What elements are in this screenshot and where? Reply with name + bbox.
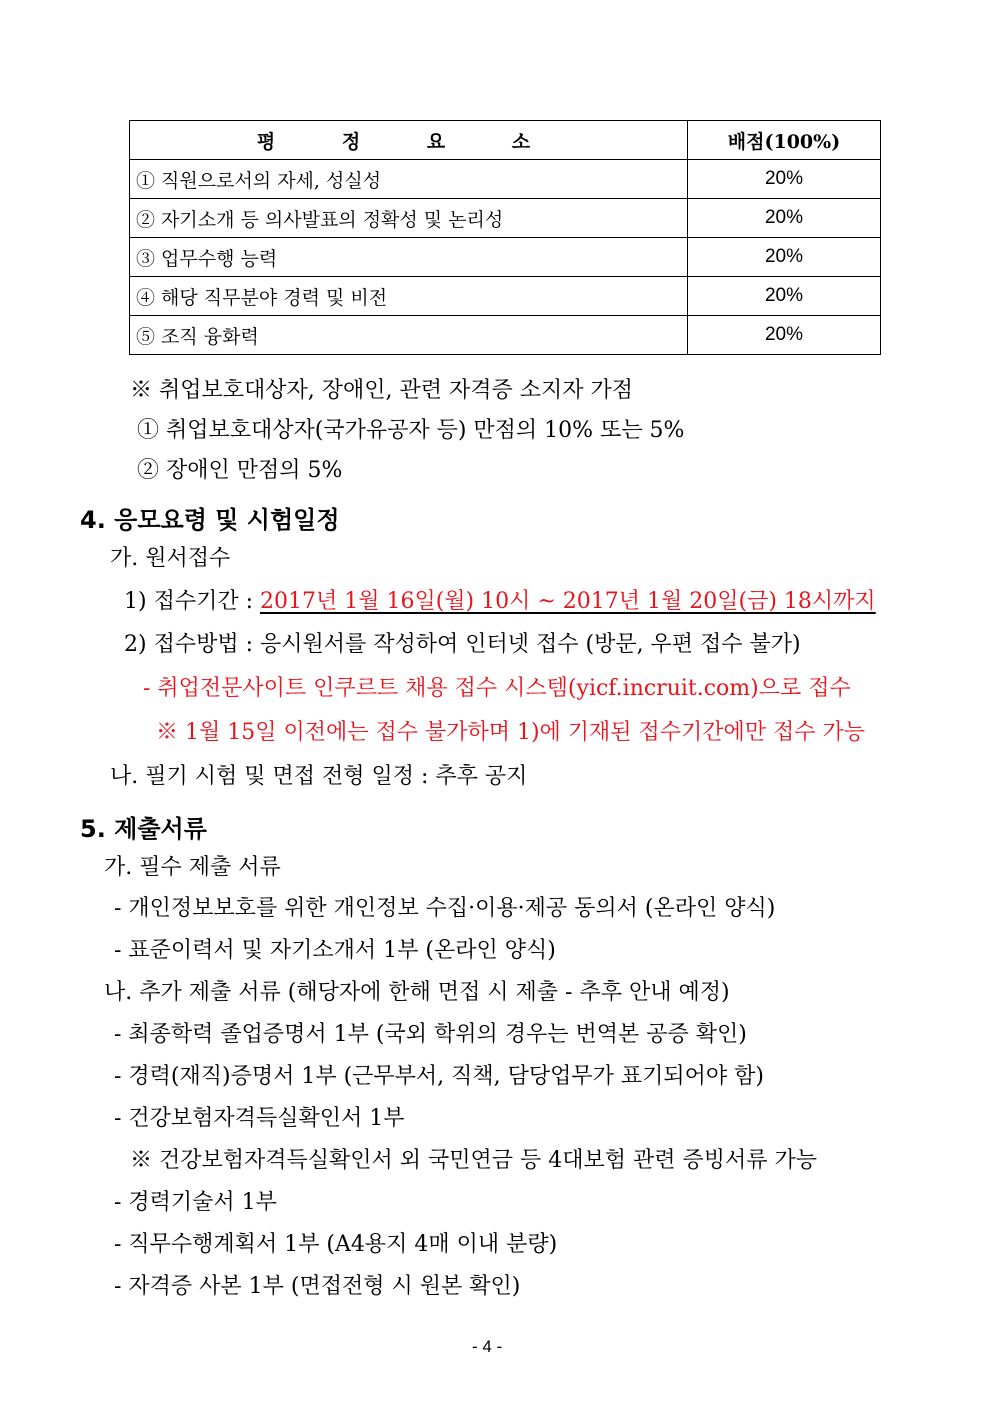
section5-a-title: 가. 필수 제출 서류 [104, 855, 281, 880]
application-period [124, 591, 876, 613]
section5-b-title: 나. 추가 제출 서류 (해당자에 한해 면접 시 제출 - 추후 안내 예정) [104, 980, 730, 1005]
application-site: - 취업전문사이트 인쿠르트 채용 접수 시스템(yicf.incruit.com)으로 접수 [143, 676, 851, 701]
section4-b-title: 나. 필기 시험 및 면접 전형 일정 : 추후 공지 [110, 764, 528, 789]
application-method: 2) 접수방법 : 응시원서를 작성하여 인터넷 접수 (방문, 우편 접수 불가) [124, 632, 801, 657]
row-factor: ⑤ 조직 융화력 [130, 316, 688, 355]
row-factor: ③ 업무수행 능력 [130, 238, 688, 277]
list-item: - 건강보험자격득실확인서 1부 [114, 1106, 405, 1131]
page-number: - 4 - [472, 1337, 503, 1356]
bonus-item-2: ② 장애인 만점의 5% [137, 458, 343, 483]
list-item: - 경력기술서 1부 [114, 1190, 277, 1215]
row-weight: 20% [688, 160, 881, 199]
row-factor: ① 직원으로서의 자세, 성실성 [130, 160, 688, 199]
table-row [130, 316, 881, 355]
bonus-item-1: ① 취업보호대상자(국가유공자 등) 만점의 10% 또는 5% [137, 418, 685, 443]
list-item: - 개인정보보호를 위한 개인정보 수집·이용·제공 동의서 (온라인 양식) [114, 896, 776, 921]
table-row [130, 277, 881, 316]
row-weight: 20% [688, 238, 881, 277]
period-label: 1) 접수기간 : [124, 589, 260, 614]
row-factor: ④ 해당 직무분야 경력 및 비전 [130, 277, 688, 316]
list-item: - 경력(재직)증명서 1부 (근무부서, 직책, 담당업무가 표기되어야 함) [114, 1064, 765, 1089]
insurance-note: ※ 건강보험자격득실확인서 외 국민연금 등 4대보험 관련 증빙서류 가능 [130, 1148, 818, 1173]
header-factor: 평 정 요 소 [130, 121, 688, 160]
list-item: - 자격증 사본 1부 (면접전형 시 원본 확인) [114, 1274, 521, 1299]
section4-a-title: 가. 원서접수 [110, 546, 231, 571]
header-weight: 배점(100%) [688, 121, 881, 160]
row-weight: 20% [688, 277, 881, 316]
table-row [130, 160, 881, 199]
evaluation-table [129, 120, 881, 355]
bonus-note: ※ 취업보호대상자, 장애인, 관련 자격증 소지자 가점 [130, 378, 633, 403]
row-weight: 20% [688, 316, 881, 355]
table-row [130, 199, 881, 238]
period-value: 2017년 1월 16일(월) 10시 ~ 2017년 1월 20일(금) 18시까지 [259, 589, 876, 614]
row-weight: 20% [688, 199, 881, 238]
table-row [130, 238, 881, 277]
section5-title: 5. 제출서류 [80, 815, 207, 843]
list-item: - 직무수행계획서 1부 (A4용지 4매 이내 분량) [114, 1232, 558, 1257]
list-item: - 최종학력 졸업증명서 1부 (국외 학위의 경우는 번역본 공증 확인) [114, 1022, 747, 1047]
table-header-row [130, 121, 881, 160]
list-item: - 표준이력서 및 자기소개서 1부 (온라인 양식) [114, 938, 556, 963]
row-factor: ② 자기소개 등 의사발표의 정확성 및 논리성 [130, 199, 688, 238]
section4-title: 4. 응모요령 및 시험일정 [80, 506, 340, 534]
application-note: ※ 1월 15일 이전에는 접수 불가하며 1)에 기재된 접수기간에만 접수 가능 [156, 720, 866, 745]
